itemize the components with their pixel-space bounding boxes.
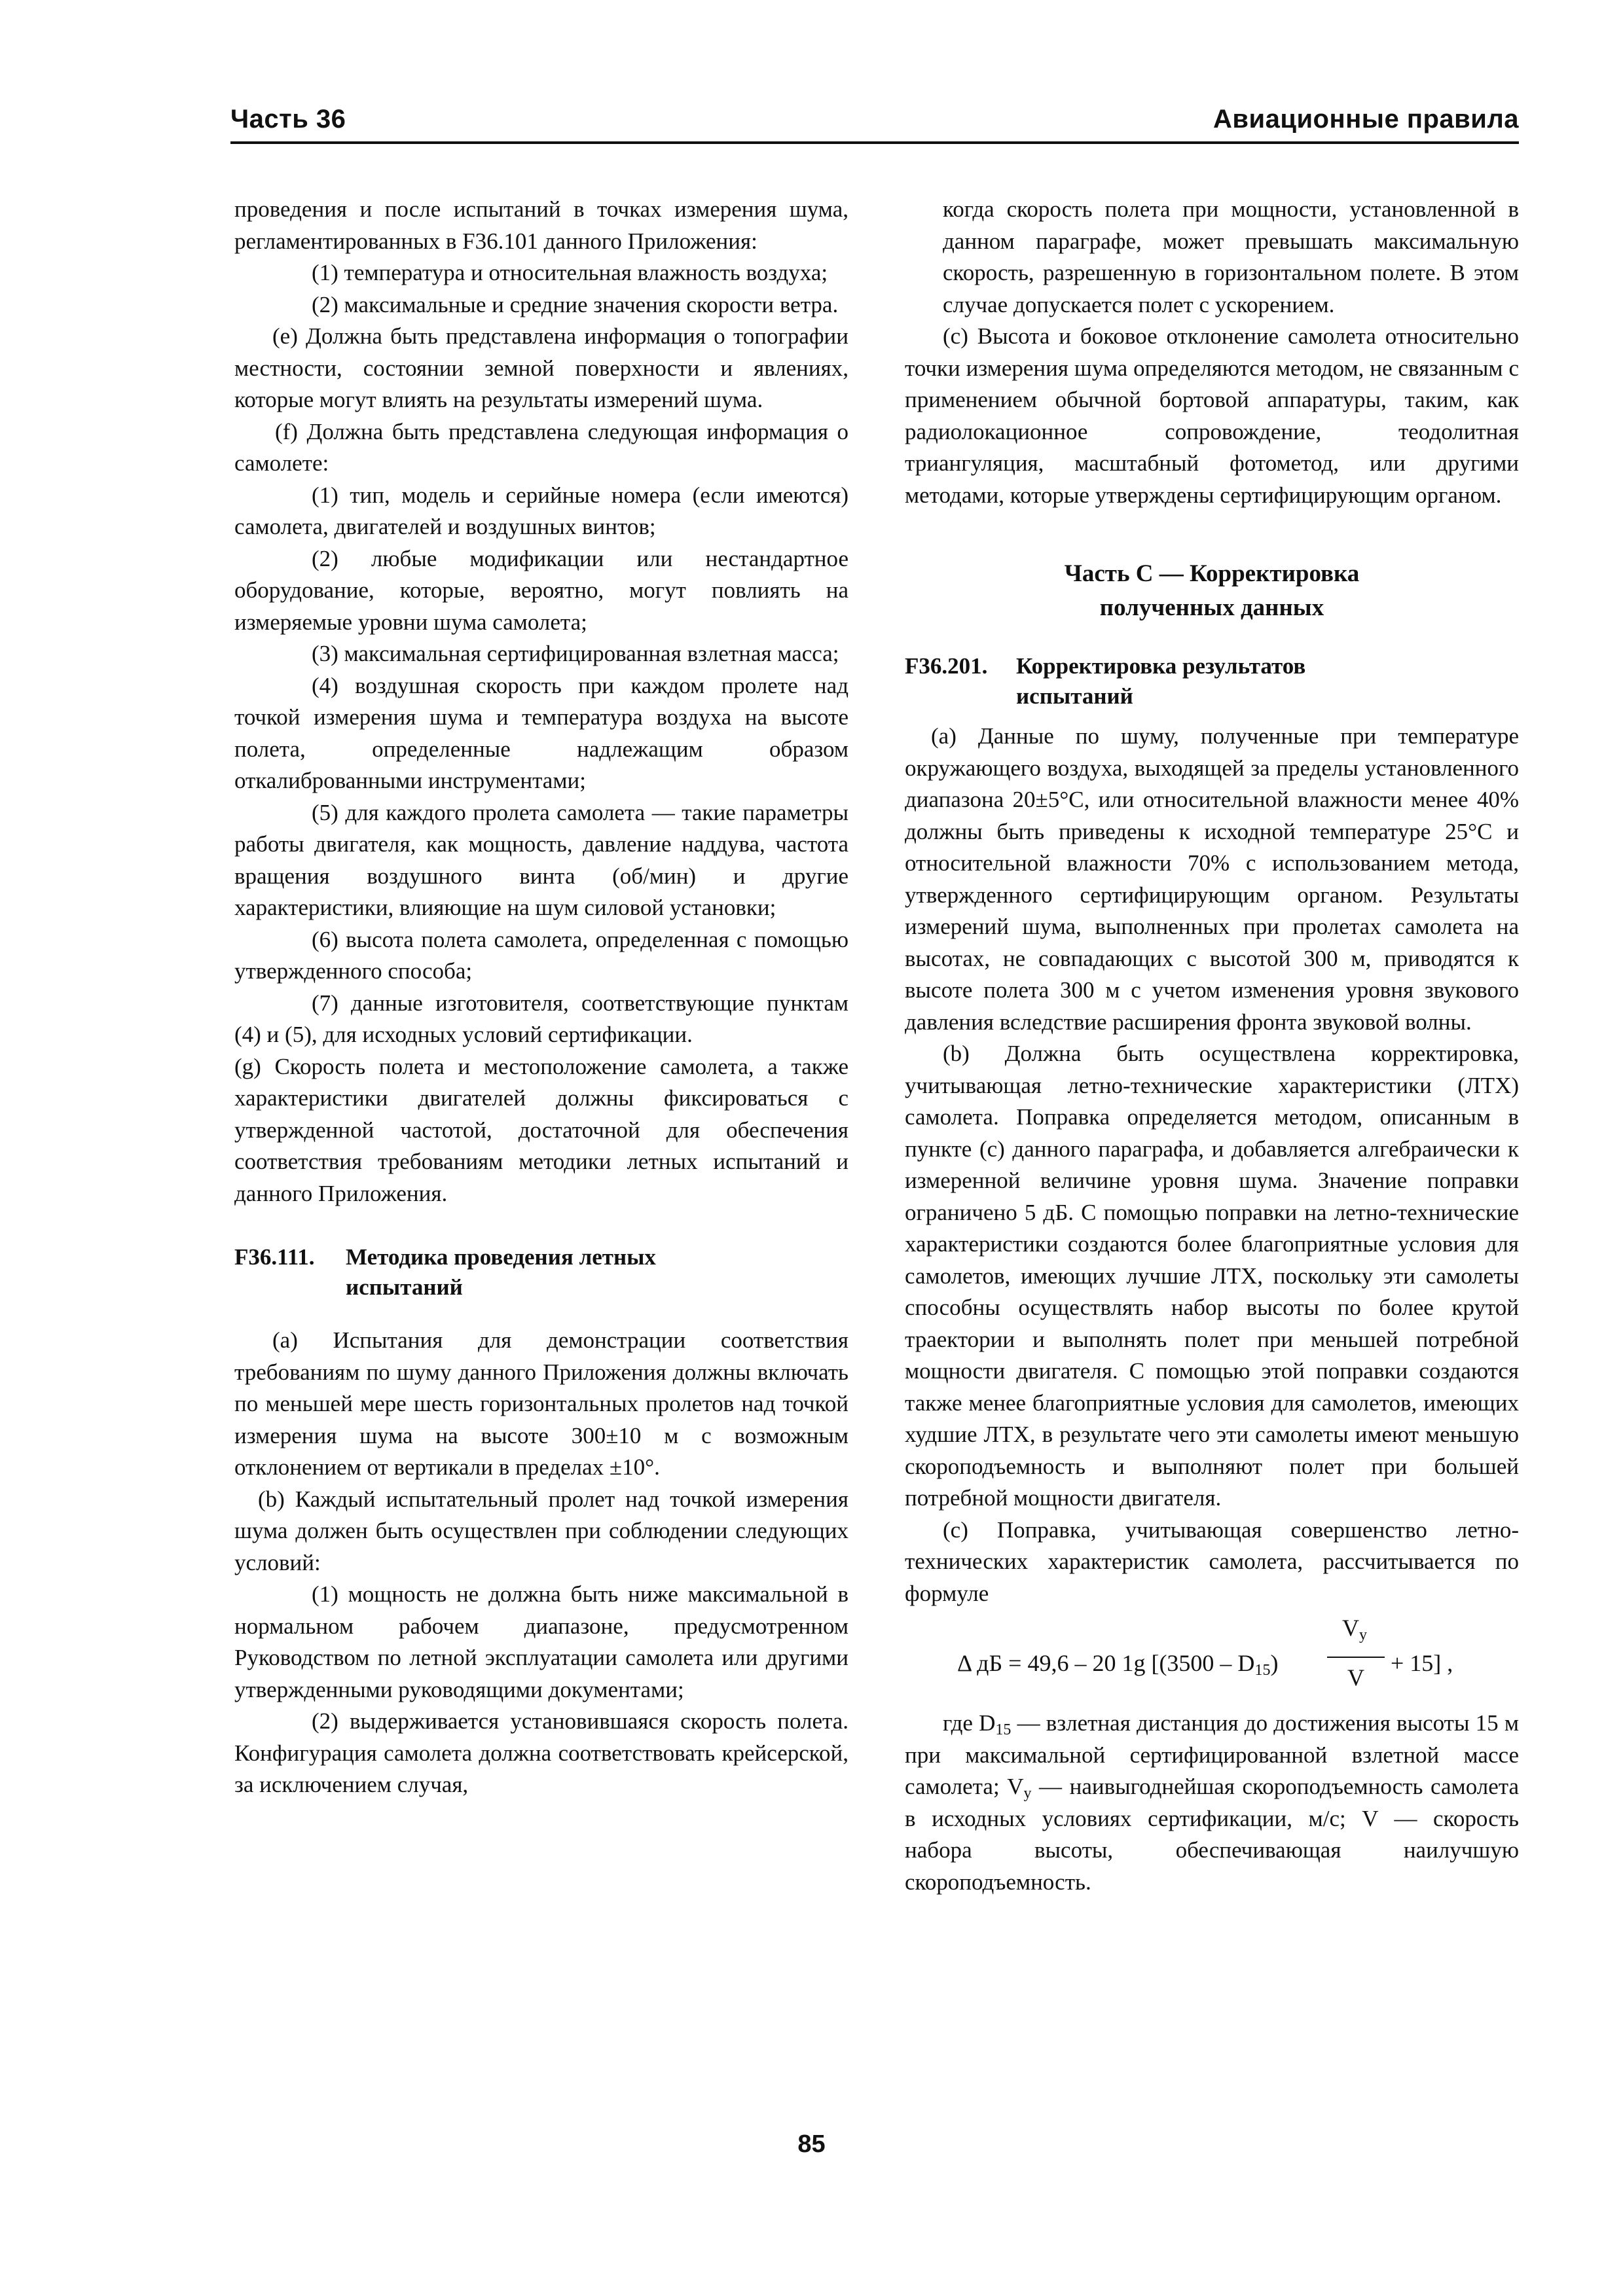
formula-lhs: Δ дБ = 49,6 – 20 1g [$(3500 - D_{15})$ <box>957 1650 1279 1679</box>
list-item: (4) воздушная скорость при каждом пролете над точкой измерения шума и температура воздуха на высоте полета, определенные надлежащим образом откалиброванными инструментами; <box>234 672 848 793</box>
section-title-line: Часть С — Корректировка <box>1064 560 1360 587</box>
paragraph: где $D_{15}$ — взлетная дистанция до достижения высоты 15 м при максимальной сертифицированной взлетной массе самолета; $V_y$ — наивыгоднейшая скороподъемность самолета в исходных условиях сертификации, м/с; V — скорость набора высоты, обеспечивающая наилучшую скороподъемность. <box>905 1710 1519 1895</box>
paragraph: (f) Должна быть представлена следующая информация о самолете: <box>234 418 848 476</box>
paragraph: (b) Должна быть осуществлена корректировка, учитывающая летно-технические характеристики (ЛТХ) самолета. Поправка определяется методом, описанным в пункте (c) данного параграфа, и добавляется алгебраически к измеренной величине уровня шума. Значение поправки ограничено 5 дБ. С помощью поправки на летно-технические характеристики создаются более благоприятные условия для самолетов, имеющих лучшие ЛТХ, поскольку эти самолеты способны осуществлять набор высоты по более крутой траектории и выполнять полет при меньшей потребной мощности двигателя. С помощью этой поправки создаются также менее благоприятные условия для самолетов, имеющих худшие ЛТХ, в результате чего эти самолеты имеют меньшую скороподъемность и выполняют полет при большей потребной мощности двигателя. <box>905 1041 1519 1511</box>
paragraph: проведения и после испытаний в точках измерения шума, регламентированных в F36.101 данного Приложения: <box>234 196 848 254</box>
list-item: (3) максимальная сертифицированная взлетная масса; <box>312 641 839 666</box>
list-item: (5) для каждого пролета самолета — такие параметры работы двигателя, как мощность, давление наддува, частота вращения воздушного винта (об/мин) и другие характеристики, влияющие на шум силовой установки; <box>234 799 848 920</box>
article-title: Методика проведения летных испытаний <box>346 1244 656 1300</box>
list-item: (1) мощность не должна быть ниже максимальной в нормальном рабочем диапазоне, предусмотренном Руководством по летной эксплуатации самолета или другими утвержденными руководящими документами; <box>234 1581 848 1702</box>
formula <box>905 1609 1519 1708</box>
article-heading <box>905 651 1519 711</box>
section-title-line: полученных данных <box>1099 594 1324 621</box>
paragraph: (c) Высота и боковое отклонение самолета относительно точки измерения шума определяются методом, не связанным с применением обычной бортовой аппаратуры, таким, как радиолокационное сопровождение, теодолитная триангуляция, масштабный фотометод, или другими методами, которые утверждены сертифицирующим органом. <box>905 323 1519 508</box>
list-item: (6) высота полета самолета, определенная с помощью утвержденного способа; <box>234 926 848 984</box>
paragraph: (c) Поправка, учитывающая совершенство летно-технических характеристик самолета, рассчитывается по формуле <box>905 1516 1519 1606</box>
right-column <box>905 194 1519 1898</box>
header-divider <box>230 141 1519 144</box>
paragraph: (b) Каждый испытательный пролет над точкой измерения шума должен быть осуществлен при соблюдении следующих условий: <box>234 1486 848 1575</box>
article-number: F36.201. <box>905 653 988 679</box>
list-item: (1) температура и относительная влажность воздуха; <box>312 260 828 285</box>
paragraph: (g) Скорость полета и местоположение самолета, а также характеристики двигателей должны фиксироваться с утвержденной частотой, достаточной для обеспечения соответствия требованиям методики летных испытаний и данного Приложения. <box>234 1053 848 1206</box>
fraction-bar <box>1327 1657 1385 1658</box>
page-number: 85 <box>797 2130 826 2158</box>
article-heading <box>234 1242 848 1302</box>
left-column <box>234 194 848 1801</box>
paragraph: (a) Данные по шуму, полученные при температуре окружающего воздуха, выходящей за пределы установленного диапазона 20±5°С, или относительной влажности менее 40% должны быть приведены к исходной температуре 25°С и относительной влажности 70% с использованием метода, утвержденного сертифицирующим органом. Результаты измерений шума, выполненных при пролетах самолета на высотах, не совпадающих с высотой 300 м, приводятся к высоте полета 300 м с учетом изменения уровня звукового давления вследствие расширения фронта звуковой волны. <box>905 723 1519 1035</box>
formula-rhs: + 15] , <box>1391 1650 1453 1676</box>
article-number: F36.111. <box>234 1244 315 1270</box>
paragraph: (a) Испытания для демонстрации соответствия требованиям по шуму данного Приложения должны включать по меньшей мере шесть горизонтальных пролетов над точкой измерения шума на высоте 300±10 м с возможным отклонением от вертикали в пределах ±10°. <box>234 1327 848 1480</box>
article-title: Корректировка результатов испытаний <box>1016 653 1306 709</box>
header-part-label: Часть 36 <box>230 105 346 134</box>
list-item: (7) данные изготовителя, соответствующие пунктам (4) и (5), для исходных условий сертификации. <box>234 990 848 1047</box>
formula-denominator: V <box>1347 1664 1364 1691</box>
paragraph: когда скорость полета при мощности, установленной в данном параграфе, может превышать максимальную скорость, разрешенную в горизонтальном полете. В этом случае допускается полет с ускорением. <box>943 196 1519 317</box>
list-item: (2) любые модификации или нестандартное оборудование, которые, вероятно, могут повлиять на измеряемые уровни шума самолета; <box>234 545 848 635</box>
formula-numerator: $V_y$ <box>1342 1615 1367 1643</box>
list-item: (2) выдерживается установившаяся скорость полета. Конфигурация самолета должна соответствовать крейсерской, за исключением случая, <box>234 1708 848 1797</box>
running-header <box>230 105 1519 141</box>
list-item: (1) тип, модель и серийные номера (если имеются) самолета, двигателей и воздушных винтов; <box>234 482 848 539</box>
paragraph: (e) Должна быть представлена информация о топографии местности, состоянии земной поверхности и явлениях, которые могут влиять на результаты измерений шума. <box>234 323 848 412</box>
section-title <box>905 557 1519 625</box>
header-title: Авиационные правила <box>1213 105 1519 134</box>
list-item: (2) максимальные и средние значения скорости ветра. <box>312 291 839 317</box>
